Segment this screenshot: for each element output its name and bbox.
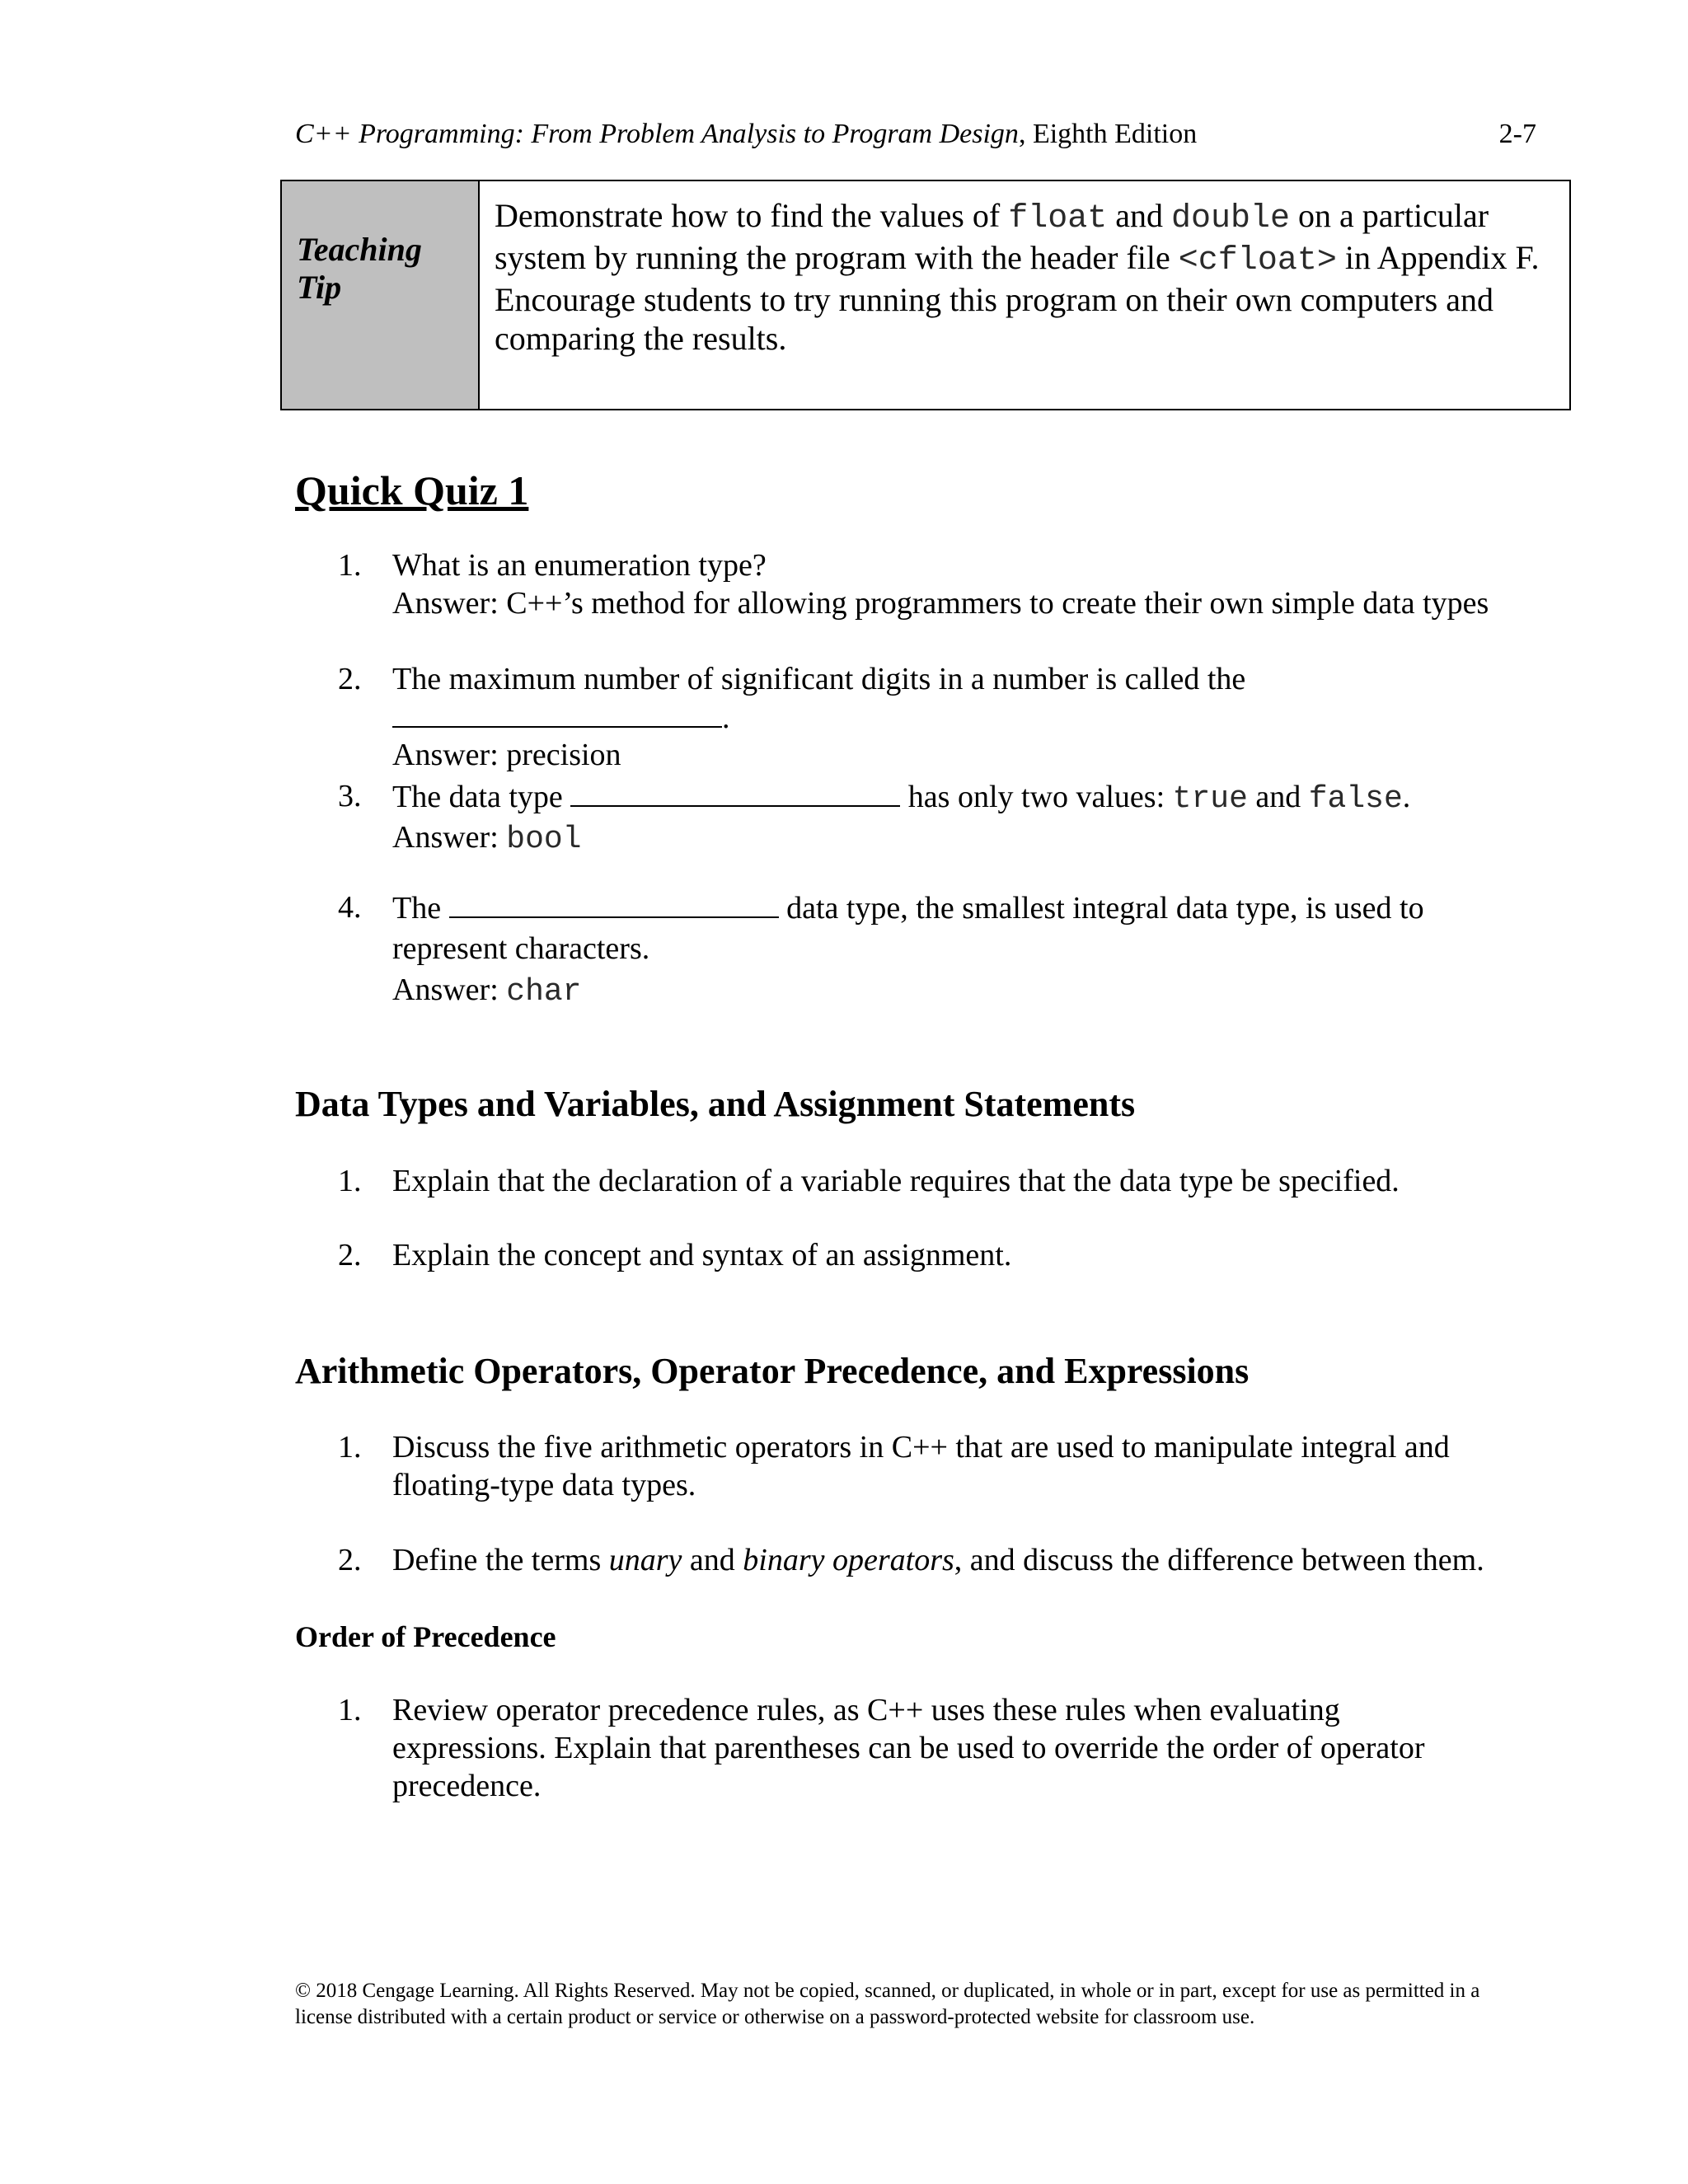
section-heading-arithmetic: Arithmetic Operators, Operator Precedence, and Expressions [295, 1351, 1250, 1391]
answer-text [392, 818, 581, 859]
item-text: Explain the concept and syntax of an assignment. [392, 1238, 1012, 1272]
fill-in-blank [392, 698, 722, 728]
q-text: The data type [392, 780, 571, 814]
quick-quiz-title: Quick Quiz 1 [295, 467, 529, 513]
q-text: and [1247, 780, 1309, 814]
q-text: data type, the smallest integral data type, is used to [778, 891, 1424, 926]
item-text-line2: floating-type data types. [392, 1468, 696, 1502]
tip-text: system by running the program with the header file [495, 239, 1179, 276]
item-number: 2. [338, 1543, 362, 1577]
item-number: 3. [338, 779, 362, 813]
item-text [392, 1541, 1484, 1579]
answer-text: Answer: precision [392, 738, 621, 772]
question-text-line2: represent characters. [392, 931, 650, 966]
text-run: , and discuss the difference between them. [954, 1543, 1484, 1577]
item-text-line2: expressions. Explain that parentheses can be used to override the order of operator [392, 1731, 1425, 1765]
fill-in-blank [570, 777, 900, 807]
item-number: 2. [338, 1238, 362, 1272]
tip-text: in Appendix F. [1336, 239, 1540, 276]
teaching-tip-label [282, 181, 480, 409]
subheading-order-of-precedence: Order of Precedence [295, 1620, 556, 1653]
code-char: char [506, 974, 582, 1010]
item-number: 1. [338, 1693, 362, 1727]
question-text [392, 777, 1410, 818]
item-text: Explain that the declaration of a variable requires that the data type be specified. [392, 1164, 1400, 1198]
question-text [392, 888, 1424, 927]
period: . [722, 701, 730, 735]
tip-line-4: comparing the results. [495, 320, 787, 357]
book-title: C++ Programming: From Problem Analysis to Program Design [295, 119, 1019, 149]
footer-line1: © 2018 Cengage Learning. All Rights Reserved. May not be copied, scanned, or duplicated, in whole or in part, except for use as permitted in a [295, 1980, 1480, 2002]
code-bool: bool [506, 822, 582, 857]
term-unary: unary [608, 1543, 682, 1577]
answer-prefix: Answer: [392, 972, 507, 1007]
tip-text: Demonstrate how to find the values of [495, 197, 1009, 234]
q-text: has only two values: [900, 780, 1173, 814]
teaching-tip-label-line2: Tip [297, 269, 342, 306]
code-float: float [1008, 200, 1108, 237]
item-text-line3: precedence. [392, 1769, 542, 1803]
code-double: double [1170, 200, 1291, 237]
tip-text: and [1107, 197, 1171, 234]
code-cfloat: <cfloat> [1178, 242, 1337, 279]
footer-line2: license distributed with a certain product or service or otherwise on a password-protected website for classroom use. [295, 2006, 1255, 2028]
answer-text: Answer: C++’s method for allowing programmers to create their own simple data types [392, 586, 1489, 621]
teaching-tip-box [280, 180, 1571, 410]
answer-prefix: Answer: [392, 820, 507, 855]
q-text: The [392, 891, 449, 926]
item-number: 1. [338, 1164, 362, 1198]
fill-in-blank [449, 888, 779, 918]
item-text-line1: Review operator precedence rules, as C++ uses these rules when evaluating [392, 1693, 1340, 1727]
text-run: and [682, 1543, 743, 1577]
q-text: . [1402, 780, 1411, 814]
tip-line-2 [495, 238, 1540, 280]
teaching-tip-label-line1: Teaching [297, 231, 422, 268]
text-run: Define the terms [392, 1543, 609, 1577]
code-false: false [1308, 781, 1403, 817]
item-text-line1: Discuss the five arithmetic operators in C++ that are used to manipulate integral and [392, 1430, 1450, 1465]
teaching-tip-text [480, 181, 1540, 409]
tip-text: on a particular [1290, 197, 1489, 234]
question-text: What is an enumeration type? [392, 548, 767, 583]
item-number: 4. [338, 890, 362, 925]
page-number: 2-7 [1498, 119, 1536, 149]
code-true: true [1172, 781, 1248, 817]
edition: , Eighth Edition [1018, 119, 1198, 149]
item-number: 1. [338, 548, 362, 583]
item-number: 2. [338, 662, 362, 696]
copyright-footer [295, 1978, 1548, 2031]
tip-line-3: Encourage students to try running this program on their own computers and [495, 281, 1493, 318]
term-binary-operators: binary operators [743, 1543, 954, 1577]
question-text: The maximum number of significant digits in a number is called the [392, 662, 1246, 696]
answer-text [392, 971, 581, 1011]
blank-line [392, 698, 730, 737]
tip-line-1 [495, 196, 1540, 238]
section-heading-data-types: Data Types and Variables, and Assignment Statements [295, 1084, 1136, 1124]
running-header [295, 118, 1197, 151]
item-number: 1. [338, 1430, 362, 1465]
